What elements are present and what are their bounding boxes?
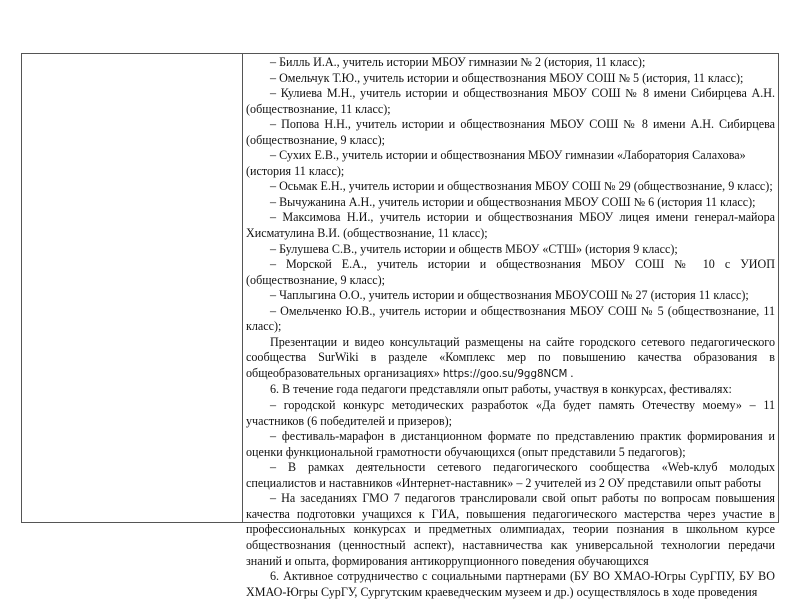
teacher-item: – Сухих Е.В., учитель истории и обществознания МБОУ гимназии «Лаборатория Салахова» [270, 148, 746, 163]
teacher-item: – Омельчук Т.Ю., учитель истории и обществознания МБОУ СОШ № 5 (история, 11 класс); [270, 70, 744, 85]
teacher-item: – Максимова Н.И., учитель истории и обществознания МБОУ лицея имени генерал-майора Хисматулина В.И. (обществознание, 11 класс); [246, 210, 775, 241]
teacher-item: – Чаплыгина О.О., учитель истории и обществознания МБОУСОШ № 27 (история 11 класс); [270, 288, 749, 303]
teacher-item: – Билль И.А., учитель истории МБОУ гимназии № 2 (история, 11 класс); [270, 55, 646, 69]
section-6-item: – На заседаниях ГМО 7 педагогов транслировали свой опыт работы по вопросам повышения качества подготовки учащихся к ГИА, повышения педагогического мастерства через участие в профессиональных конкурсах и предметных олимпиадах, теории познания в школьном курсе обществознания (ценностный аспект), наставничества как универсальной технологии передачи знаний и опыта, формирования антикоррупционного поведения обучающихся [246, 491, 775, 568]
surwiki-link[interactable]: https://goo.su/9gg8NCM [442, 367, 568, 380]
table-right-cell [243, 54, 778, 599]
section-6-partners: 6. Активное сотрудничество с социальными партнерами (БУ ВО ХМАО-Югры СурГПУ, БУ ВО ХМАО-Югры СурГУ, Сургутским краеведческим музеем и др.) осуществлялось в ходе проведения [246, 569, 775, 599]
teacher-item: – Попова Н.Н., учитель истории и обществознания МБОУ СОШ № 8 имени А.Н. Сибирцева (обществознание, 9 класс); [246, 117, 775, 147]
teacher-item: – Морской Е.А., учитель истории и обществознания МБОУ СОШ № 10 с УИОП (обществознание, 9 класс); [246, 257, 775, 287]
teacher-item: – Булушева С.В., учитель истории и обществ МБОУ «СТШ» (история 9 класс); [270, 241, 678, 256]
section-6-intro: 6. В течение года педагоги представляли опыт работы, участвуя в конкурсах, фестивалях: [270, 382, 732, 397]
section-6-item: – городской конкурс методических разработок «Да будет память Отечеству моему» – 11 участников (6 победителей и призеров); [246, 398, 775, 428]
table-left-cell [22, 54, 243, 522]
presentations-after: . [567, 365, 574, 380]
teacher-item: – Омельченко Ю.В., учитель истории и обществознания МБОУ СОШ № 5 (обществознание, 11 класс); [246, 303, 775, 334]
document-table [21, 53, 779, 599]
section-6-item: – В рамках деятельности сетевого педагогического сообщества «Web-клуб молодых специалистов и наставников «Интернет-наставник» – 2 учителей из 2 ОУ представили опыт работы [246, 460, 775, 490]
section-6-item: – фестиваль-марафон в дистанционном формате по представлению практик формирования и оценки функциональной грамотности обучающихся (опыт представили 5 педагогов); [246, 429, 775, 459]
teacher-item: – Осьмак Е.Н., учитель истории и обществознания МБОУ СОШ № 29 (обществознание, 9 класс); [270, 179, 773, 194]
presentations-paragraph [246, 335, 775, 383]
teacher-item: – Вычужанина А.Н., учитель истории и обществознания МБОУ СОШ № 6 (история 11 класс); [270, 194, 756, 209]
presentations-text: Презентации и видео консультаций размещены на сайте городского сетевого педагогического сообщества SurWiki в разделе «Комплекс мер по повышению качества образования в общеобразовательных организациях» [246, 334, 775, 380]
teacher-item: – Кулиева М.Н., учитель истории и обществознания МБОУ СОШ № 8 имени Сибирцева А.Н. (обществознание, 11 класс); [246, 86, 775, 116]
teacher-item-continuation: (история 11 класс); [246, 163, 345, 178]
